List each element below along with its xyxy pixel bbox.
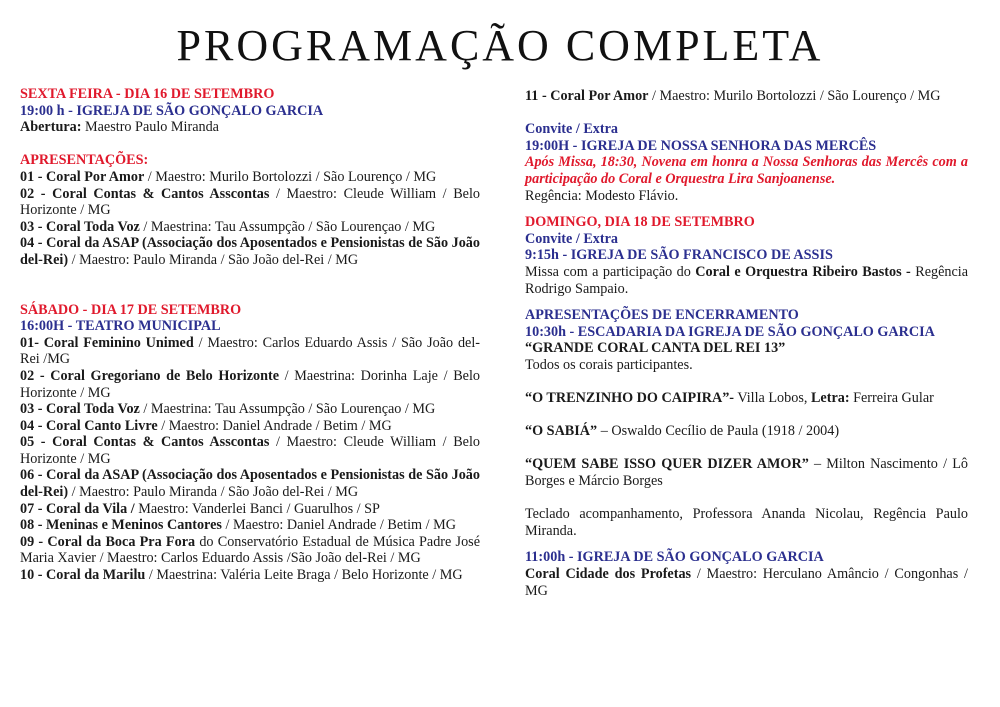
friday-heading: SEXTA FEIRA - DIA 16 DE SETEMBRO (20, 86, 275, 102)
page-title: PROGRAMAÇÃO COMPLETA (176, 21, 824, 70)
list-item: 01- Coral Feminino Unimed / Maestro: Carlos Eduardo Assis / São João del-Rei /MG (20, 334, 481, 368)
list-item: 10 - Coral da Marilu / Maestrina: Valéria Leite Braga / Belo Horizonte / MG (20, 567, 463, 584)
grande-coral: “GRANDE CORAL CANTA DEL REI 13” (525, 340, 786, 357)
friday-opening: Abertura: Maestro Paulo Miranda (20, 119, 219, 136)
list-item: 03 - Coral Toda Voz / Maestrina: Tau Assumpção / São Lourençao / MG (20, 401, 436, 418)
saturday-list (20, 335, 480, 584)
sunday-heading: DOMINGO, DIA 18 DE SETEMBRO (525, 214, 755, 231)
final-choir: Coral Cidade dos Profetas / Maestro: Herculano Amâncio / Congonhas / MG (525, 566, 968, 599)
friday-venue: 19:00 h - IGREJA DE SÃO GONÇALO GARCIA (20, 102, 324, 119)
sao-francisco-venue: 9:15h - IGREJA DE SÃO FRANCISCO DE ASSIS (525, 247, 833, 264)
presentations-heading: APRESENTAÇÕES: (20, 152, 149, 169)
left-column (20, 86, 480, 584)
merces-conductor: Regência: Modesto Flávio. (525, 187, 679, 204)
saturday-venue: 16:00H - TEATRO MUNICIPAL (20, 318, 221, 335)
list-item: 05 - Coral Contas & Cantos Asscontas / Maestro: Cleude William / Belo Horizonte / MG (20, 434, 481, 467)
list-item: 11 - Coral Por Amor / Maestro: Murilo Bortolozzi / São Lourenço / MG (525, 88, 941, 104)
friday-list (20, 169, 480, 269)
list-item: 06 - Coral da ASAP (Associação dos Aposentados e Pensionistas de São João del-Rei) / Maestro: Paulo Miranda / São João del-Rei / MG (20, 467, 480, 501)
list-item: 02 - Coral Contas & Cantos Asscontas / Maestro: Cleude William / Belo Horizonte / MG (20, 185, 481, 219)
merces-venue: 19:00H - IGREJA DE NOSSA SENHORA DAS MERCÊS (525, 137, 877, 154)
closing-venue: 10:30h - ESCADARIA DA IGREJA DE SÃO GONÇALO GARCIA (525, 323, 935, 340)
invite-label: Convite / Extra (525, 230, 618, 247)
invite-label: Convite / Extra (525, 121, 618, 138)
list-item: 07 - Coral da Vila / Maestro: Vanderlei Banci / Guarulhos / SP (20, 500, 380, 517)
merces-note: Após Missa, 18:30, Novena em honra a Nossa Senhoras das Mercês com a participação do Coral e Orquestra Lira Sanjoanense. (525, 154, 968, 187)
list-item: 04 - Coral da ASAP (Associação dos Aposentados e Pensionistas de São João del-Rei) / Maestro: Paulo Miranda / São João del-Rei / MG (20, 235, 480, 268)
final-venue: 11:00h - IGREJA DE SÃO GONÇALO GARCIA (525, 549, 824, 566)
sao-francisco-mass: Missa com a participação do Coral e Orquestra Ribeiro Bastos - Regência Rodrigo Sampaio. (525, 263, 969, 297)
list-item: 08 - Meninas e Meninos Cantores / Maestro: Daniel Andrade / Betim / MG (20, 517, 456, 534)
list-item: 02 - Coral Gregoriano de Belo Horizonte / Maestrina: Dorinha Laje / Belo Horizonte / MG (20, 367, 480, 401)
saturday-heading: SÁBADO - DIA 17 DE SETEMBRO (20, 301, 242, 318)
all-choirs: Todos os corais participantes. (525, 356, 693, 373)
song-quem-sabe: “QUEM SABE ISSO QUER DIZER AMOR” – Milton Nascimento / Lô Borges e Márcio Borges (525, 456, 968, 490)
song-trenzinho: “O TRENZINHO DO CAIPIRA”- Villa Lobos, Letra: Ferreira Gular (525, 390, 934, 407)
list-item: 01 - Coral Por Amor / Maestro: Murilo Bortolozzi / São Lourenço / MG (20, 168, 437, 185)
closing-heading: APRESENTAÇÕES DE ENCERRAMENTO (525, 307, 799, 324)
list-item: 04 - Coral Canto Livre / Maestro: Daniel Andrade / Betim / MG (20, 417, 392, 434)
list-item: 09 - Coral da Boca Pra Fora do Conservatório Estadual de Música Padre José Maria Xavier / Maestro: Carlos Eduardo Assis /São João del-Rei / MG (20, 533, 480, 567)
song-sabia: “O SABIÁ” – Oswaldo Cecílio de Paula (1918 / 2004) (525, 423, 840, 440)
right-column (525, 88, 968, 599)
list-item: 03 - Coral Toda Voz / Maestrina: Tau Assumpção / São Lourençao / MG (20, 218, 436, 235)
keyboard-note: Teclado acompanhamento, Professora Ananda Nicolau, Regência Paulo Miranda. (525, 506, 968, 539)
